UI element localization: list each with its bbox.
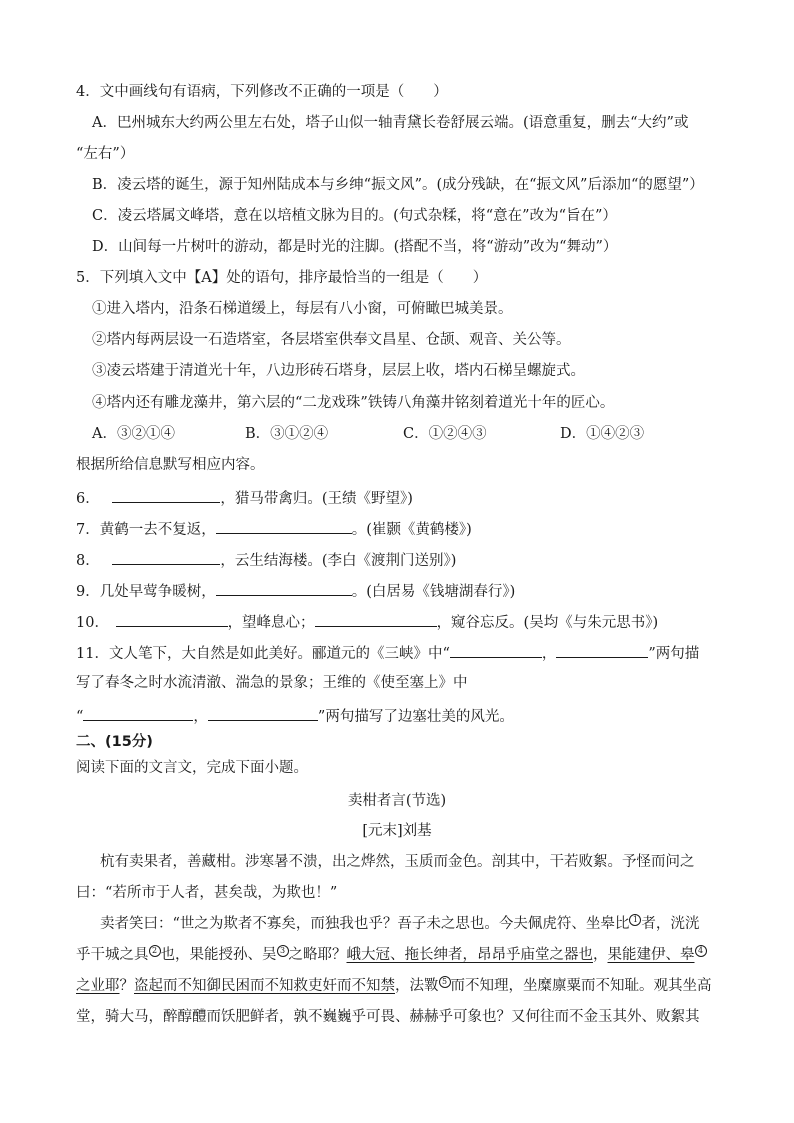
q11-blank-2[interactable] <box>556 642 648 658</box>
section2-heading: 二、(15分) <box>76 734 153 750</box>
q8-blank[interactable] <box>112 549 220 565</box>
underlined-sentence-3: 盗起而不知御民困而不知救吏奸而不知禁 <box>134 978 395 994</box>
underlined-sentence-2b: 之业耶 <box>76 978 120 994</box>
passage-p2-line4: 堂，骑大马，醉醇醴而饫肥鲜者，孰不巍巍乎可畏、赫赫乎可象也？又何往而不金玉其外、败絮其 <box>76 1009 700 1025</box>
q8-number: 8． <box>76 553 100 569</box>
q11-sep: ， <box>541 646 557 662</box>
footnote-marker-5: 5 <box>439 976 451 988</box>
passage-author: [元末]刘基 <box>362 823 432 839</box>
q10-line <box>76 611 658 633</box>
q7-blank[interactable] <box>216 518 352 534</box>
q5-sentence-2: ②塔内每两层设一石造塔室，各层塔室供奉文昌星、仓颉、观音、关公等。 <box>92 332 571 348</box>
q8-line <box>76 549 456 571</box>
q7-tail: 。(崔颢《黄鹤楼》) <box>351 522 472 538</box>
q5-option-b: B．③①②④ <box>245 426 329 442</box>
q10-blank-2[interactable] <box>315 611 437 627</box>
q6-line <box>76 487 413 509</box>
q9-tail: 。(白居易《钱塘湖春行》) <box>351 584 516 600</box>
section2-intro: 阅读下面的文言文，完成下面小题。 <box>76 760 308 776</box>
p2-l3-qmark: ？ <box>119 978 134 994</box>
underlined-sentence-2a: 果能建伊、皋 <box>607 947 695 963</box>
q9-head: 9．几处早莺争暖树， <box>76 584 216 600</box>
q11-l3-sep: ， <box>193 709 208 725</box>
p2-l2-text-b: 也，果能授孙、吴 <box>160 947 277 963</box>
p2-l1-text: 卖者笑曰：“世之为欺者不寡矣，而独我也乎？吾子未之思也。今夫佩虎符、坐皋比 <box>100 916 630 932</box>
q11-line-3 <box>76 705 514 727</box>
q5-stem: 5．下列填入文中【A】处的语句，排序最恰当的一组是（ ） <box>76 270 488 286</box>
dictation-intro: 根据所给信息默写相应内容。 <box>76 457 265 473</box>
q7-head: 7．黄鹤一去不复返， <box>76 522 216 538</box>
q6-tail: ，猎马带禽归。(王绩《野望》) <box>220 491 413 507</box>
q5-option-c: C．①②④③ <box>403 426 487 442</box>
footnote-marker-3: 3 <box>277 945 289 957</box>
q11-l3-tail: ”两句描写了边塞壮美的风光。 <box>317 709 514 725</box>
passage-p2-line1 <box>100 914 699 934</box>
q4-option-d: D．山间每一片树叶的游动，都是时光的注脚。(搭配不当，将“游动”改为“舞动”） <box>92 239 618 255</box>
q5-sentence-1: ①进入塔内，沿条石梯道缓上，每层有八小窗，可俯瞰巴城美景。 <box>92 301 513 317</box>
q11-line-2: 写了春冬之时水流清澈、湍急的景象；王维的《使至塞上》中 <box>76 675 468 691</box>
q11-blank-1[interactable] <box>450 642 542 658</box>
p2-l3-text-b: ，法斁 <box>395 978 439 994</box>
q7-line <box>76 518 472 540</box>
q6-blank[interactable] <box>112 487 220 503</box>
p2-l2-text-c: 之略耶？ <box>288 947 347 963</box>
passage-title: 卖柑者言(节选) <box>347 793 447 809</box>
p2-l1-tail: 者，洸洸 <box>641 916 700 932</box>
q11-open-quote: “ <box>76 709 84 725</box>
p2-l2-text-a: 乎干城之具 <box>76 947 149 963</box>
q6-number: 6． <box>76 491 100 507</box>
q10-blank-1[interactable] <box>116 611 228 627</box>
footnote-marker-1: 1 <box>629 914 641 926</box>
q11-head: 11．文人笔下，大自然是如此美好。郦道元的《三峡》中“ <box>76 646 450 662</box>
passage-p2-line2 <box>76 945 707 965</box>
passage-p1-line2: 曰：“若所市于人者，甚矣哉，为欺也！” <box>76 885 338 901</box>
q4-stem: 4．文中画线句有语病，下列修改不正确的一项是（ ） <box>76 84 448 100</box>
q10-mid: ，望峰息心； <box>227 615 315 631</box>
q5-option-d: D．①④②③ <box>560 426 645 442</box>
q9-blank[interactable] <box>216 580 352 596</box>
q5-sentence-4: ④塔内还有雕龙藻井，第六层的“二龙戏珠”铁铸八角藻井铭刻着道光十年的匠心。 <box>92 395 615 411</box>
q4-option-c: C．凌云塔属文峰塔，意在以培植文脉为目的。(句式杂糅，将“意在”改为“旨在”） <box>92 208 617 224</box>
q5-sentence-3: ③凌云塔建于清道光十年，八边形砖石塔身，层层上收，塔内石梯呈螺旋式。 <box>92 363 585 379</box>
q10-number: 10． <box>76 615 109 631</box>
p2-l2-comma: ， <box>593 947 608 963</box>
q8-tail: ，云生结海楼。(李白《渡荆门送别》) <box>220 553 457 569</box>
q4-option-a-line2: “左右”） <box>76 146 135 162</box>
footnote-marker-2: 2 <box>149 945 161 957</box>
q4-option-a-line1: A．巴州城东大约两公里左右处，塔子山似一轴青黛长卷舒展云端。(语意重复，删去“大约”或 <box>92 115 689 131</box>
q11-tail: ”两句描 <box>648 646 700 662</box>
q9-line <box>76 580 515 602</box>
passage-p1-line1: 杭有卖果者，善藏柑。涉寒暑不溃，出之烨然，玉质而金色。剖其中，干若败絮。予怪而问之 <box>100 854 695 870</box>
q5-option-a: A．③②①④ <box>92 426 175 442</box>
q11-blank-4[interactable] <box>208 705 318 721</box>
underlined-sentence-1: 峨大冠、拖长绅者，昂昂乎庙堂之器也 <box>346 947 593 963</box>
q10-tail: ，窥谷忘反。(吴均《与朱元思书》) <box>436 615 659 631</box>
q11-blank-3[interactable] <box>83 705 193 721</box>
footnote-marker-4: 4 <box>695 945 707 957</box>
q4-option-b: B．凌云塔的诞生，源于知州陆成本与乡绅“振文风”。(成分残缺，在“振文风”后添加“的愿望”） <box>92 177 704 193</box>
q11-line-1 <box>76 642 699 664</box>
passage-p2-line3 <box>76 976 712 996</box>
p2-l3-text-c: 而不知理，坐糜廪粟而不知耻。观其坐高 <box>450 978 712 994</box>
